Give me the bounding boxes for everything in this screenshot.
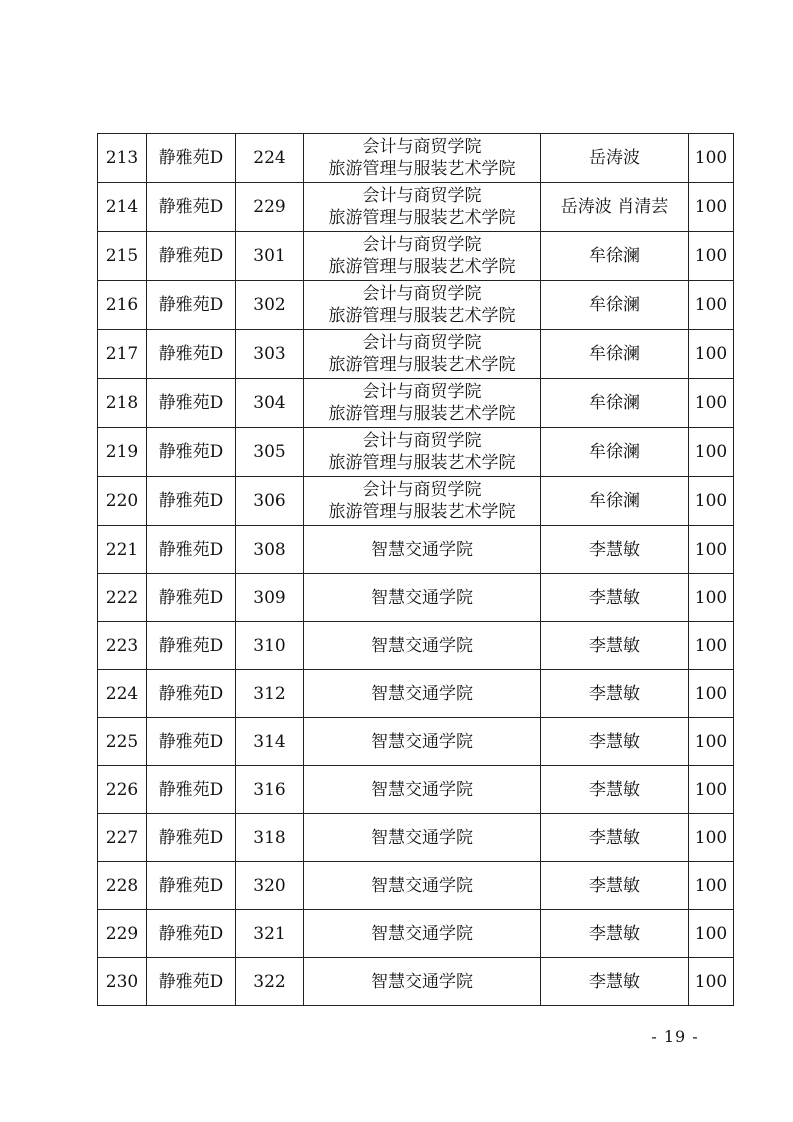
table-row <box>98 526 734 574</box>
room-number-cell: 314 <box>236 718 304 766</box>
building-cell: 静雅苑D <box>147 183 236 232</box>
college-cell <box>304 428 541 477</box>
room-number-cell: 320 <box>236 862 304 910</box>
building-cell: 静雅苑D <box>147 670 236 718</box>
room-number-cell: 305 <box>236 428 304 477</box>
table-row <box>98 814 734 862</box>
score-cell: 100 <box>689 622 734 670</box>
room-number-cell: 303 <box>236 330 304 379</box>
building-cell: 静雅苑D <box>147 379 236 428</box>
score-cell: 100 <box>689 330 734 379</box>
table-row <box>98 766 734 814</box>
college-name-line: 智慧交通学院 <box>371 971 473 992</box>
college-name-line: 智慧交通学院 <box>371 779 473 800</box>
building-cell: 静雅苑D <box>147 910 236 958</box>
college-name-line: 智慧交通学院 <box>371 635 473 656</box>
college-name-line: 旅游管理与服装艺术学院 <box>328 453 516 473</box>
table-row <box>98 428 734 477</box>
dormitory-score-table <box>97 133 734 1006</box>
score-cell: 100 <box>689 862 734 910</box>
score-cell: 100 <box>689 428 734 477</box>
room-number-cell: 322 <box>236 958 304 1006</box>
row-number-cell: 224 <box>98 670 147 718</box>
score-cell: 100 <box>689 526 734 574</box>
instructor-cell: 李慧敏 <box>541 622 689 670</box>
room-number-cell: 306 <box>236 477 304 526</box>
table-row <box>98 622 734 670</box>
score-cell: 100 <box>689 766 734 814</box>
instructor-cell: 岳涛波 <box>541 134 689 183</box>
instructor-cell: 李慧敏 <box>541 862 689 910</box>
instructor-cell: 牟徐澜 <box>541 281 689 330</box>
college-name-line: 智慧交通学院 <box>371 587 473 608</box>
college-name-line: 会计与商贸学院 <box>362 235 482 255</box>
college-cell <box>304 183 541 232</box>
building-cell: 静雅苑D <box>147 622 236 670</box>
table-row <box>98 670 734 718</box>
building-cell: 静雅苑D <box>147 134 236 183</box>
score-cell: 100 <box>689 183 734 232</box>
instructor-cell: 岳涛波 肖清芸 <box>541 183 689 232</box>
room-number-cell: 224 <box>236 134 304 183</box>
room-number-cell: 318 <box>236 814 304 862</box>
college-cell <box>304 574 541 622</box>
college-name-line: 旅游管理与服装艺术学院 <box>328 159 516 179</box>
college-name-line: 旅游管理与服装艺术学院 <box>328 502 516 522</box>
instructor-cell: 李慧敏 <box>541 910 689 958</box>
score-cell: 100 <box>689 814 734 862</box>
college-cell <box>304 958 541 1006</box>
college-name-line: 会计与商贸学院 <box>362 382 482 402</box>
college-cell <box>304 766 541 814</box>
table-row <box>98 330 734 379</box>
instructor-cell: 李慧敏 <box>541 526 689 574</box>
college-cell <box>304 910 541 958</box>
row-number-cell: 220 <box>98 477 147 526</box>
table-row <box>98 574 734 622</box>
table-row <box>98 183 734 232</box>
score-cell: 100 <box>689 477 734 526</box>
college-cell <box>304 622 541 670</box>
college-cell <box>304 718 541 766</box>
row-number-cell: 218 <box>98 379 147 428</box>
table-body <box>98 134 734 1006</box>
score-cell: 100 <box>689 910 734 958</box>
building-cell: 静雅苑D <box>147 232 236 281</box>
instructor-cell: 牟徐澜 <box>541 428 689 477</box>
room-number-cell: 310 <box>236 622 304 670</box>
college-cell <box>304 232 541 281</box>
college-name-line: 智慧交通学院 <box>371 875 473 896</box>
college-name-line: 智慧交通学院 <box>371 827 473 848</box>
table-row <box>98 862 734 910</box>
row-number-cell: 219 <box>98 428 147 477</box>
row-number-cell: 215 <box>98 232 147 281</box>
row-number-cell: 230 <box>98 958 147 1006</box>
table-row <box>98 718 734 766</box>
page-number: - 19 - <box>651 1027 699 1046</box>
college-cell <box>304 281 541 330</box>
building-cell: 静雅苑D <box>147 766 236 814</box>
room-number-cell: 321 <box>236 910 304 958</box>
table-row <box>98 134 734 183</box>
building-cell: 静雅苑D <box>147 718 236 766</box>
row-number-cell: 226 <box>98 766 147 814</box>
score-cell: 100 <box>689 958 734 1006</box>
row-number-cell: 217 <box>98 330 147 379</box>
building-cell: 静雅苑D <box>147 428 236 477</box>
college-cell <box>304 526 541 574</box>
room-number-cell: 302 <box>236 281 304 330</box>
college-cell <box>304 862 541 910</box>
room-number-cell: 312 <box>236 670 304 718</box>
college-name-line: 智慧交通学院 <box>371 683 473 704</box>
score-cell: 100 <box>689 574 734 622</box>
score-cell: 100 <box>689 718 734 766</box>
row-number-cell: 213 <box>98 134 147 183</box>
building-cell: 静雅苑D <box>147 526 236 574</box>
instructor-cell: 李慧敏 <box>541 718 689 766</box>
instructor-cell: 牟徐澜 <box>541 232 689 281</box>
college-name-line: 会计与商贸学院 <box>362 431 482 451</box>
college-name-line: 会计与商贸学院 <box>362 480 482 500</box>
score-cell: 100 <box>689 379 734 428</box>
building-cell: 静雅苑D <box>147 477 236 526</box>
row-number-cell: 221 <box>98 526 147 574</box>
college-cell <box>304 330 541 379</box>
instructor-cell: 李慧敏 <box>541 766 689 814</box>
instructor-cell: 李慧敏 <box>541 958 689 1006</box>
instructor-cell: 牟徐澜 <box>541 379 689 428</box>
college-name-line: 智慧交通学院 <box>371 539 473 560</box>
table-row <box>98 910 734 958</box>
college-name-line: 旅游管理与服装艺术学院 <box>328 208 516 228</box>
instructor-cell: 牟徐澜 <box>541 330 689 379</box>
college-cell <box>304 477 541 526</box>
row-number-cell: 216 <box>98 281 147 330</box>
row-number-cell: 228 <box>98 862 147 910</box>
college-name-line: 旅游管理与服装艺术学院 <box>328 306 516 326</box>
instructor-cell: 李慧敏 <box>541 574 689 622</box>
score-cell: 100 <box>689 670 734 718</box>
college-name-line: 智慧交通学院 <box>371 923 473 944</box>
table-row <box>98 379 734 428</box>
college-name-line: 旅游管理与服装艺术学院 <box>328 404 516 424</box>
row-number-cell: 223 <box>98 622 147 670</box>
building-cell: 静雅苑D <box>147 281 236 330</box>
score-cell: 100 <box>689 281 734 330</box>
room-number-cell: 316 <box>236 766 304 814</box>
college-name-line: 会计与商贸学院 <box>362 137 482 157</box>
building-cell: 静雅苑D <box>147 814 236 862</box>
college-name-line: 智慧交通学院 <box>371 731 473 752</box>
table-row <box>98 958 734 1006</box>
table-row <box>98 232 734 281</box>
row-number-cell: 225 <box>98 718 147 766</box>
instructor-cell: 李慧敏 <box>541 670 689 718</box>
row-number-cell: 229 <box>98 910 147 958</box>
instructor-cell: 李慧敏 <box>541 814 689 862</box>
building-cell: 静雅苑D <box>147 330 236 379</box>
college-cell <box>304 379 541 428</box>
college-name-line: 会计与商贸学院 <box>362 333 482 353</box>
building-cell: 静雅苑D <box>147 958 236 1006</box>
room-number-cell: 309 <box>236 574 304 622</box>
table-row <box>98 477 734 526</box>
college-name-line: 旅游管理与服装艺术学院 <box>328 355 516 375</box>
row-number-cell: 214 <box>98 183 147 232</box>
instructor-cell: 牟徐澜 <box>541 477 689 526</box>
row-number-cell: 222 <box>98 574 147 622</box>
college-name-line: 会计与商贸学院 <box>362 186 482 206</box>
score-cell: 100 <box>689 134 734 183</box>
college-cell <box>304 134 541 183</box>
college-cell <box>304 670 541 718</box>
building-cell: 静雅苑D <box>147 574 236 622</box>
college-cell <box>304 814 541 862</box>
row-number-cell: 227 <box>98 814 147 862</box>
college-name-line: 会计与商贸学院 <box>362 284 482 304</box>
table-row <box>98 281 734 330</box>
room-number-cell: 304 <box>236 379 304 428</box>
room-number-cell: 308 <box>236 526 304 574</box>
room-number-cell: 301 <box>236 232 304 281</box>
room-number-cell: 229 <box>236 183 304 232</box>
score-cell: 100 <box>689 232 734 281</box>
building-cell: 静雅苑D <box>147 862 236 910</box>
college-name-line: 旅游管理与服装艺术学院 <box>328 257 516 277</box>
